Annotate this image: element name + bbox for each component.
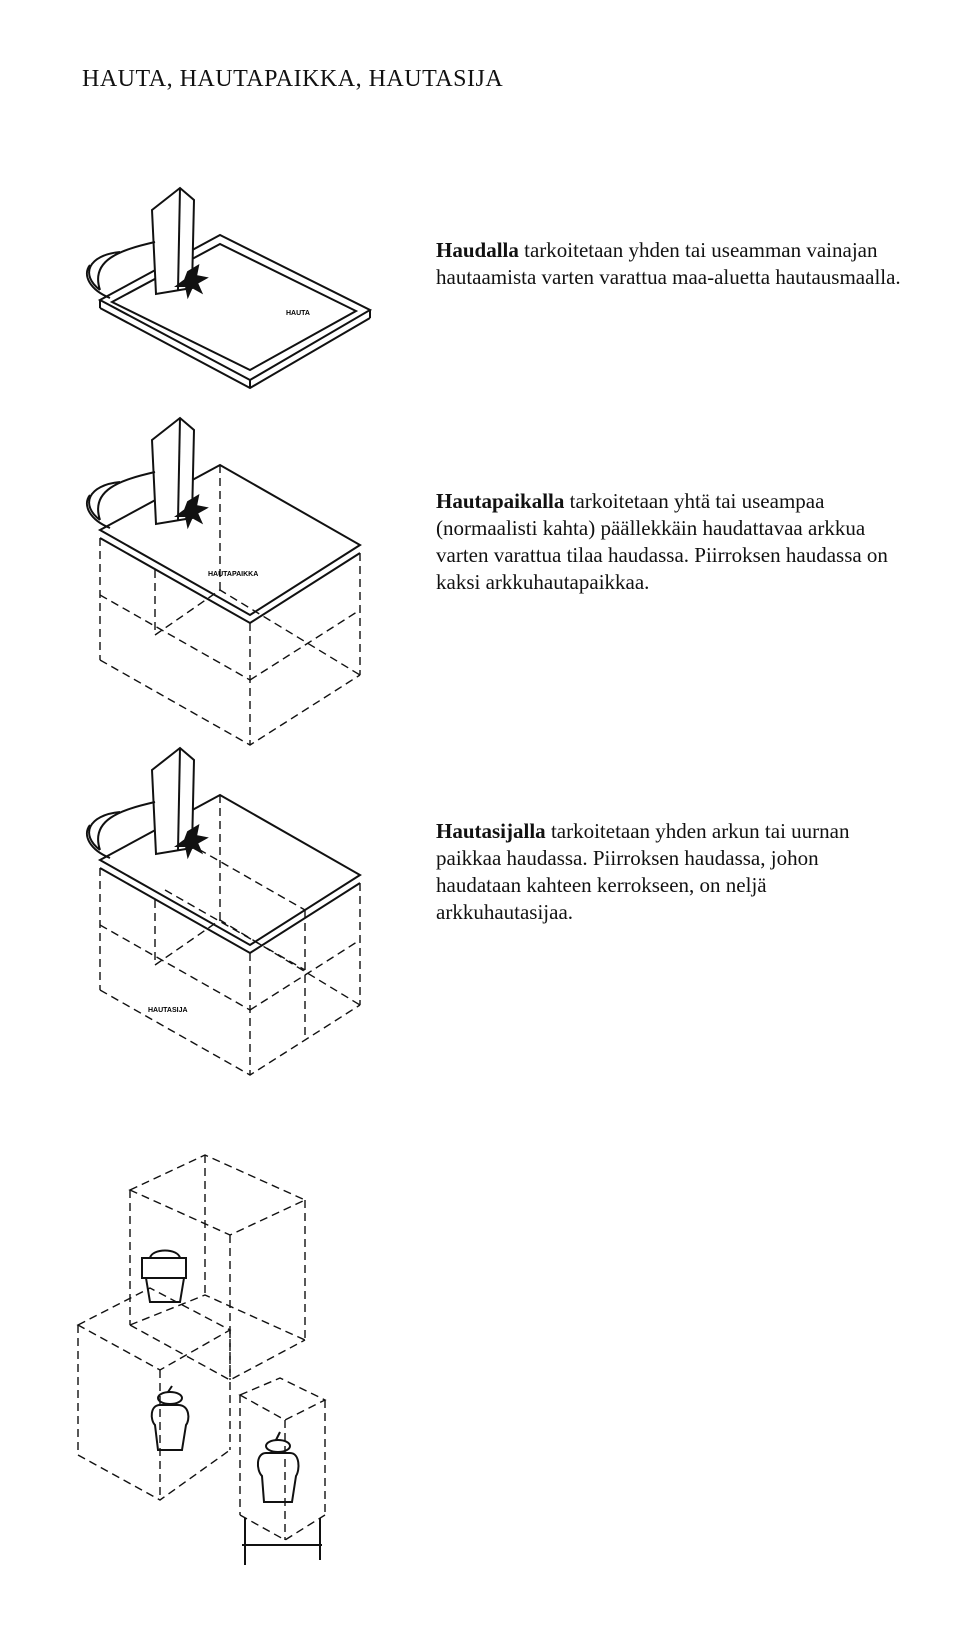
grave-place-illustration <box>60 410 380 750</box>
definition-haudalla: tarkoitetaan yhden tai useamman vainajan hautaamista varten varattua maa-aluetta hautausmaalla. <box>436 238 901 289</box>
urn-grave-illustration <box>0 1120 406 1622</box>
hauta-label: HAUTA <box>286 310 310 317</box>
definition-hautasijalla: tarkoitetaan yhden arkun tai uurnan paikkaa haudassa. Piirroksen haudassa, johon haudataan kahteen kerrokseen, on neljä arkkuhautasijaa. <box>436 819 850 924</box>
page-title: HAUTA, HAUTAPAIKKA, HAUTASIJA <box>82 66 504 92</box>
definition-hautapaikalla: tarkoitetaan yhtä tai useampaa (normaalisti kahta) päällekkäin haudattavaa arkkua varten varattua tilaa haudassa. Piirroksen haudassa on kaksi arkkuhautapaikkaa. <box>436 489 888 594</box>
term-hautasijalla: Hautasijalla <box>436 819 546 843</box>
term-haudalla: Haudalla <box>436 238 519 262</box>
hautasija-label: HAUTASIJA <box>148 1007 188 1014</box>
section-hautapaikka-text <box>436 488 906 596</box>
term-hautapaikalla: Hautapaikalla <box>436 489 565 513</box>
section-hauta-text <box>436 237 906 291</box>
grave-space-illustration <box>60 740 380 1080</box>
grave-plot-illustration <box>60 180 380 400</box>
hautapaikka-label: HAUTAPAIKKA <box>208 571 259 578</box>
section-hautasija-text <box>436 818 906 926</box>
